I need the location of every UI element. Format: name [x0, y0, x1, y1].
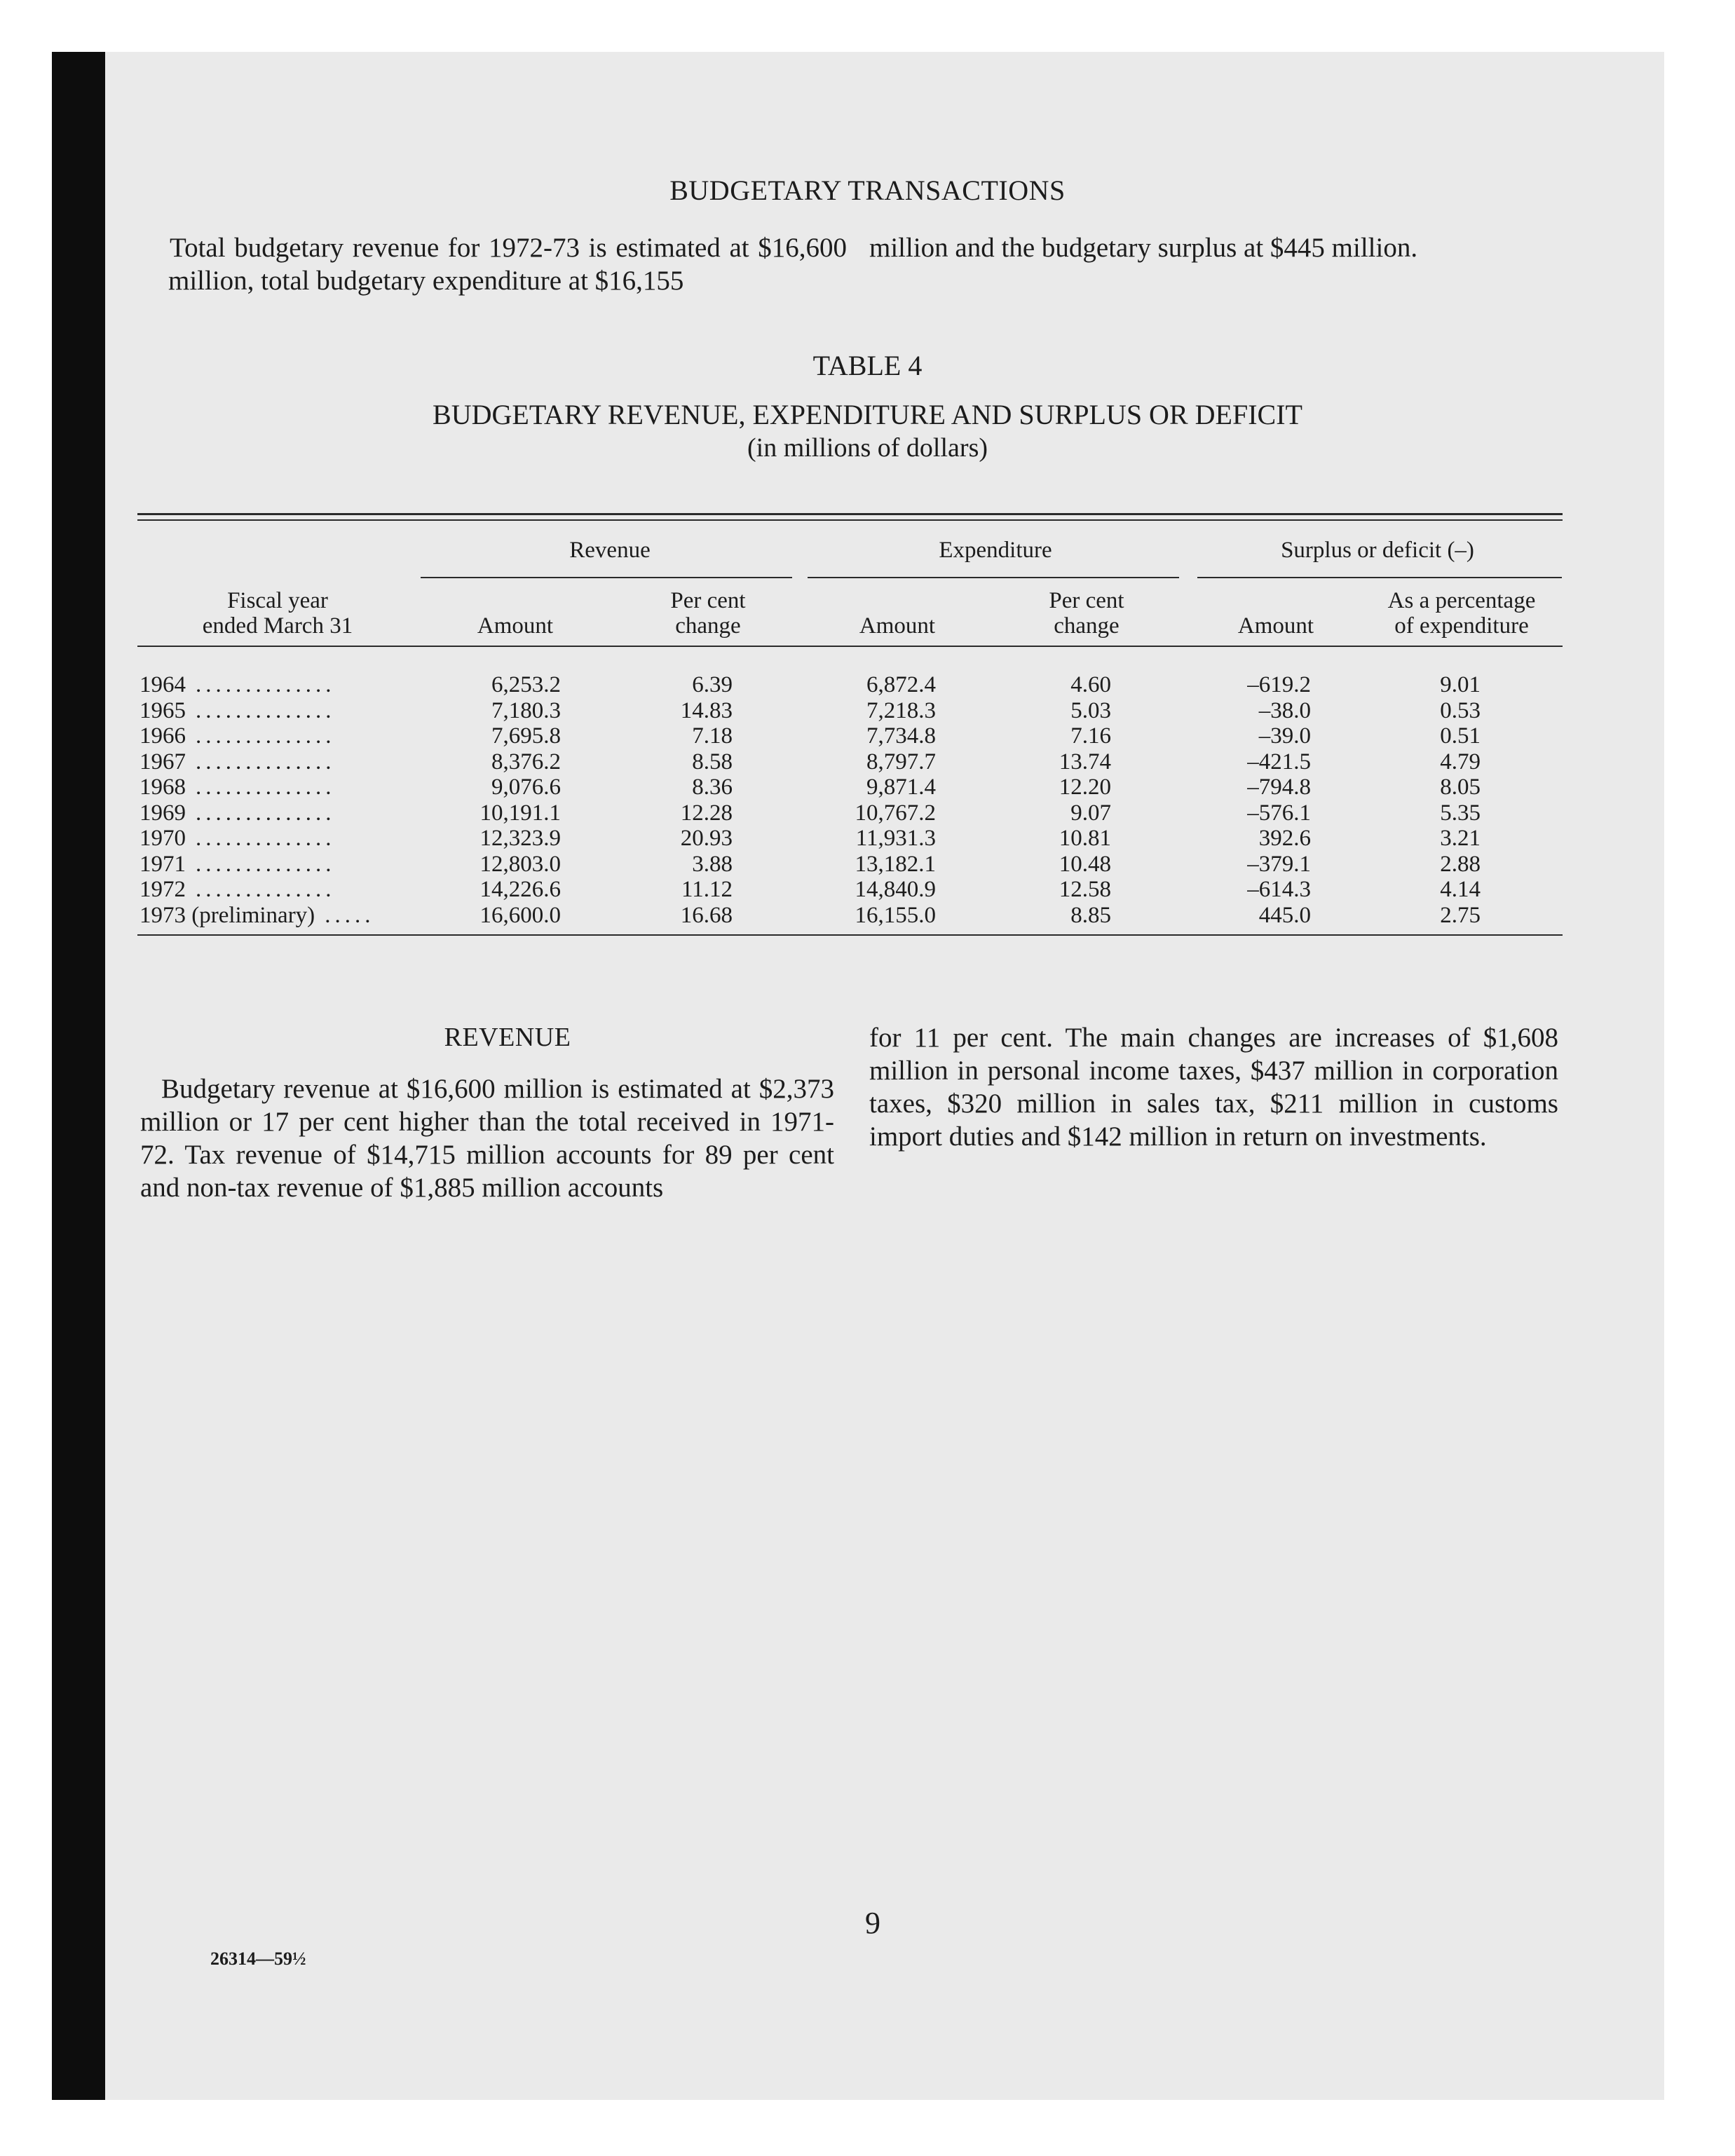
revenue-amount-cell: 10,191.1: [479, 800, 561, 826]
revenue-pct-cell: 8.58: [692, 749, 733, 775]
expenditure-amount-cell: 13,182.1: [855, 851, 936, 877]
expenditure-amount-cell: 9,871.4: [866, 775, 936, 800]
year-label: 1964: [140, 672, 186, 697]
surplus-pct-header: [1360, 588, 1563, 639]
dot-leader: ..............: [196, 749, 336, 775]
revenue-amount-cell: 12,803.0: [479, 851, 561, 877]
intro-paragraph-left: Total budgetary revenue for 1972-73 is estimated at $16,600 million, total budgetary expenditure at $16,155: [168, 233, 847, 296]
revenue-paragraph-right: for 11 per cent. The main changes are increases of $1,608 million in personal income taxes, $437 million in corporation taxes, $320 million in sales tax, $211 million in customs import duties and $142 million in return on investments.: [869, 1023, 1558, 1152]
table-header-rule: [137, 646, 1563, 647]
dot-leader: ..............: [196, 697, 336, 723]
year-label: 1969: [140, 800, 186, 826]
dot-leader: ..............: [196, 672, 336, 697]
revenue-group-header: Revenue: [569, 538, 651, 563]
expenditure-amount-cell: 16,155.0: [855, 902, 936, 928]
revenue-pct-cell: 16.68: [680, 902, 733, 928]
surplus-amount-header: Amount: [1237, 613, 1314, 639]
year-label: 1968: [140, 775, 186, 800]
year-label: 1967: [140, 749, 186, 775]
revenue-pct-header: [631, 588, 785, 639]
surplus-pct-cell: 4.14: [1440, 877, 1481, 902]
revenue-pct-cell: 8.36: [692, 775, 733, 800]
print-code: 26314—59½: [210, 1949, 306, 1969]
dot-leader: ..............: [196, 851, 336, 877]
expenditure-pct-header-line2: change: [1054, 613, 1120, 639]
revenue-pct-header-line2: change: [675, 613, 741, 639]
surplus-pct-cell: 5.35: [1440, 800, 1481, 826]
expenditure-amount-cell: 14,840.9: [855, 877, 936, 902]
surplus-amount-cell: –576.1: [1247, 800, 1311, 826]
expenditure-pct-cell: 9.07: [1070, 800, 1111, 826]
dot-leader: ..............: [196, 723, 336, 749]
year-label: 1972: [140, 877, 186, 902]
dot-leader: ..............: [196, 800, 336, 826]
dot-leader: ..............: [196, 775, 336, 800]
surplus-pct-cell: 4.79: [1440, 749, 1481, 775]
revenue-amount-cell: 7,695.8: [491, 723, 561, 749]
surplus-amount-cell: –38.0: [1258, 697, 1311, 723]
expenditure-amount-cell: 7,734.8: [866, 723, 936, 749]
table-number: TABLE 4: [812, 350, 923, 381]
year-cell: [140, 903, 374, 928]
surplus-amount-cell: –379.1: [1247, 851, 1311, 877]
revenue-pct-cell: 12.28: [680, 800, 733, 826]
surplus-pct-cell: 2.88: [1440, 851, 1481, 877]
expenditure-pct-cell: 10.48: [1059, 851, 1111, 877]
year-label: 1966: [140, 723, 186, 749]
year-cell: [140, 826, 336, 851]
expenditure-pct-cell: 7.16: [1070, 723, 1111, 749]
section-title: BUDGETARY TRANSACTIONS: [669, 175, 1066, 206]
surplus-amount-cell: 392.6: [1258, 826, 1311, 851]
year-label: 1973 (preliminary): [140, 902, 315, 928]
table-title: BUDGETARY REVENUE, EXPENDITURE AND SURPLUS OR DEFICIT: [433, 399, 1302, 430]
surplus-pct-header-line2: of expenditure: [1394, 613, 1529, 639]
expenditure-pct-header-line1: Per cent: [1049, 588, 1124, 613]
revenue-amount-cell: 6,253.2: [491, 672, 561, 697]
revenue-heading: REVENUE: [444, 1023, 571, 1052]
year-cell: [140, 723, 336, 749]
expenditure-group-rule: [808, 577, 1179, 578]
expenditure-group-header: Expenditure: [939, 538, 1052, 563]
revenue-amount-cell: 14,226.6: [479, 877, 561, 902]
surplus-pct-header-line1: As a percentage: [1387, 588, 1536, 613]
table-top-rule: [137, 513, 1563, 515]
year-cell: [140, 672, 336, 697]
revenue-amount-cell: 9,076.6: [491, 775, 561, 800]
revenue-group-rule: [421, 577, 792, 578]
expenditure-pct-cell: 8.85: [1070, 902, 1111, 928]
year-label: 1971: [140, 851, 186, 877]
dot-leader: .....: [325, 902, 375, 928]
surplus-amount-cell: –421.5: [1247, 749, 1311, 775]
revenue-paragraph-left: Budgetary revenue at $16,600 million is estimated at $2,373 million or 17 per cent higher than the total received in 1971-72. Tax revenue of $14,715 million accounts for 89 per cent and non-tax revenue of $1,885 million accounts: [140, 1074, 834, 1203]
surplus-amount-cell: –39.0: [1258, 723, 1311, 749]
surplus-amount-cell: –614.3: [1247, 877, 1311, 902]
revenue-amount-cell: 16,600.0: [479, 902, 561, 928]
expenditure-amount-cell: 10,767.2: [855, 800, 936, 826]
surplus-pct-cell: 3.21: [1440, 826, 1481, 851]
year-label: 1965: [140, 697, 186, 723]
year-header-line1: Fiscal year: [227, 588, 328, 613]
year-cell: [140, 877, 336, 902]
revenue-pct-cell: 11.12: [681, 877, 733, 902]
table-unit: (in millions of dollars): [747, 433, 988, 463]
dot-leader: ..............: [196, 877, 336, 902]
revenue-amount-cell: 7,180.3: [491, 697, 561, 723]
expenditure-amount-cell: 7,218.3: [866, 697, 936, 723]
revenue-pct-cell: 3.88: [692, 851, 733, 877]
expenditure-pct-cell: 12.20: [1059, 775, 1111, 800]
surplus-pct-cell: 2.75: [1440, 902, 1481, 928]
revenue-pct-cell: 6.39: [692, 672, 733, 697]
revenue-amount-header: Amount: [477, 613, 554, 639]
year-label: 1970: [140, 826, 186, 851]
intro-paragraph-right: million and the budgetary surplus at $445 million.: [869, 233, 1418, 263]
surplus-pct-cell: 0.53: [1440, 697, 1481, 723]
revenue-pct-cell: 14.83: [680, 697, 733, 723]
year-cell: [140, 775, 336, 800]
expenditure-amount-cell: 8,797.7: [866, 749, 936, 775]
surplus-pct-cell: 8.05: [1440, 775, 1481, 800]
surplus-amount-cell: –619.2: [1247, 672, 1311, 697]
year-cell: [140, 800, 336, 826]
year-cell: [140, 749, 336, 775]
revenue-amount-cell: 8,376.2: [491, 749, 561, 775]
expenditure-amount-cell: 11,931.3: [855, 826, 936, 851]
table-top-rule-inner: [137, 519, 1563, 521]
year-column-header: [137, 588, 418, 639]
expenditure-pct-cell: 12.58: [1059, 877, 1111, 902]
surplus-group-header: Surplus or deficit (–): [1281, 538, 1474, 563]
revenue-pct-header-line1: Per cent: [670, 588, 746, 613]
year-cell: [140, 698, 336, 723]
expenditure-pct-header: [1009, 588, 1164, 639]
expenditure-amount-cell: 6,872.4: [866, 672, 936, 697]
expenditure-pct-cell: 13.74: [1059, 749, 1111, 775]
surplus-pct-cell: 9.01: [1440, 672, 1481, 697]
year-cell: [140, 852, 336, 877]
revenue-pct-cell: 20.93: [680, 826, 733, 851]
surplus-amount-cell: 445.0: [1258, 902, 1311, 928]
revenue-pct-cell: 7.18: [692, 723, 733, 749]
surplus-amount-cell: –794.8: [1247, 775, 1311, 800]
revenue-amount-cell: 12,323.9: [479, 826, 561, 851]
year-header-line2: ended March 31: [202, 613, 353, 639]
expenditure-pct-cell: 5.03: [1070, 697, 1111, 723]
table-bottom-rule: [137, 934, 1563, 936]
surplus-pct-cell: 0.51: [1440, 723, 1481, 749]
page-number: 9: [865, 1906, 880, 1940]
expenditure-pct-cell: 10.81: [1059, 826, 1111, 851]
expenditure-pct-cell: 4.60: [1070, 672, 1111, 697]
expenditure-amount-header: Amount: [859, 613, 936, 639]
dot-leader: ..............: [196, 826, 336, 851]
surplus-group-rule: [1197, 577, 1562, 578]
